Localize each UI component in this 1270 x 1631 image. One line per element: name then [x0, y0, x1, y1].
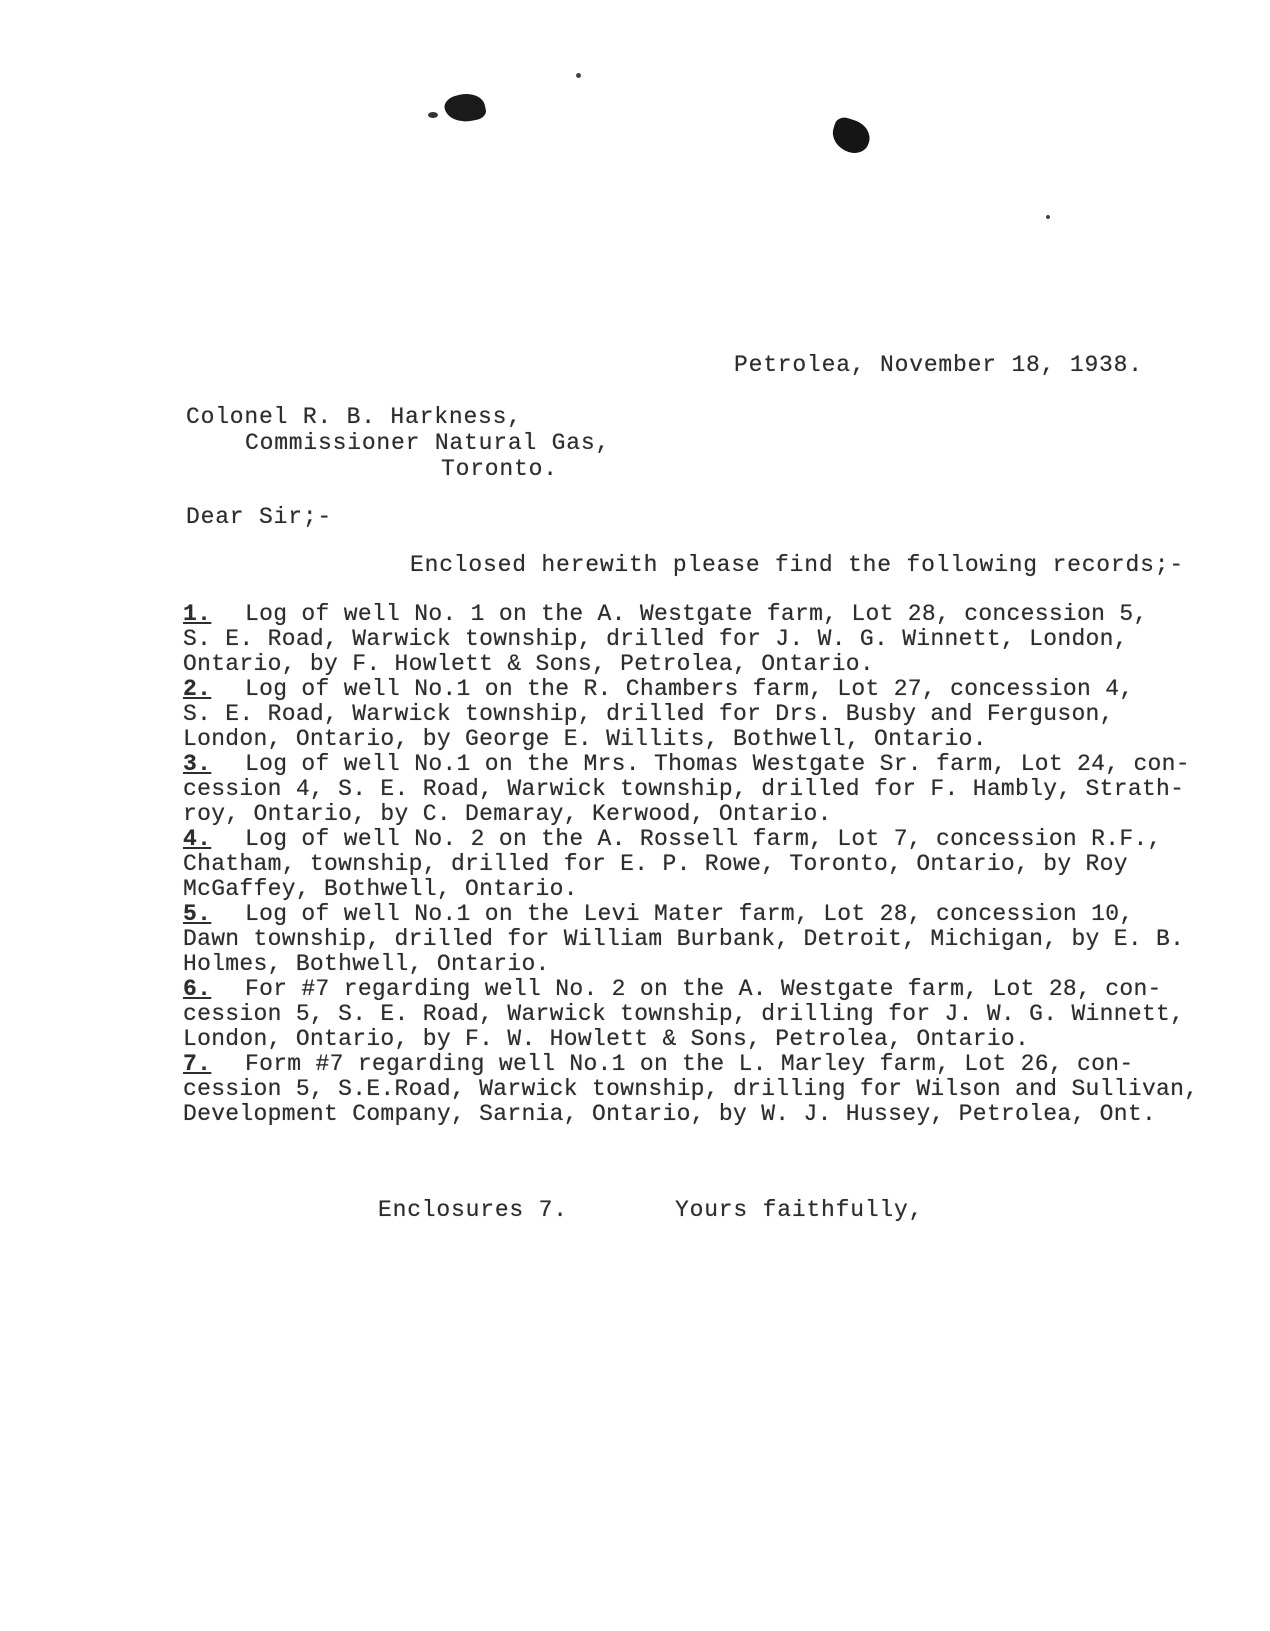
ink-speck [1046, 215, 1050, 219]
salutation: Dear Sir;- [186, 504, 333, 530]
record-line: Dawn township, drilled for William Burbank, Detroit, Michigan, by E. B. [183, 926, 1185, 952]
record-line: Log of well No. 1 on the A. Westgate farm, Lot 28, concession 5, [245, 601, 1148, 627]
record-line: Log of well No.1 on the Levi Mater farm, Lot 28, concession 10, [245, 901, 1134, 927]
record-line: S. E. Road, Warwick township, drilled for Drs. Busby and Ferguson, [183, 701, 1114, 727]
recipient-name: Colonel R. B. Harkness, [186, 404, 522, 430]
record-line: Log of well No.1 on the R. Chambers farm, Lot 27, concession 4, [245, 676, 1134, 702]
record-number: 3. [183, 751, 212, 777]
record-line: Log of well No.1 on the Mrs. Thomas Westgate Sr. farm, Lot 24, con- [245, 751, 1190, 777]
record-line: McGaffey, Bothwell, Ontario. [183, 876, 578, 902]
record-line: cession 5, S. E. Road, Warwick township, drilling for J. W. G. Winnett, [183, 1001, 1185, 1027]
record-number: 2. [183, 676, 212, 702]
letter-date: Petrolea, November 18, 1938. [734, 352, 1143, 378]
record-item [183, 827, 1258, 902]
record-number: 7. [183, 1051, 212, 1077]
record-line: Form #7 regarding well No.1 on the L. Marley farm, Lot 26, con- [245, 1051, 1134, 1077]
record-number: 4. [183, 826, 212, 852]
record-line: cession 4, S. E. Road, Warwick township, drilled for F. Hambly, Strath- [183, 776, 1185, 802]
record-item [183, 602, 1258, 677]
record-item [183, 977, 1258, 1052]
record-line: London, Ontario, by F. W. Howlett & Sons, Petrolea, Ontario. [183, 1026, 1030, 1052]
record-line: cession 5, S.E.Road, Warwick township, drilling for Wilson and Sullivan, [183, 1076, 1199, 1102]
record-line: S. E. Road, Warwick township, drilled for J. W. G. Winnett, London, [183, 626, 1128, 652]
ink-speck [576, 73, 581, 78]
record-line: Ontario, by F. Howlett & Sons, Petrolea, Ontario. [183, 651, 875, 677]
record-line: Development Company, Sarnia, Ontario, by W. J. Hussey, Petrolea, Ont. [183, 1101, 1157, 1127]
record-item [183, 1052, 1258, 1127]
record-line: Chatham, township, drilled for E. P. Rowe, Toronto, Ontario, by Roy [183, 851, 1128, 877]
record-line: roy, Ontario, by C. Demaray, Kerwood, Ontario. [183, 801, 832, 827]
record-line: Holmes, Bothwell, Ontario. [183, 951, 550, 977]
record-number: 1. [183, 601, 212, 627]
recipient-city: Toronto. [441, 456, 558, 482]
record-line: For #7 regarding well No. 2 on the A. Westgate farm, Lot 28, con- [245, 976, 1162, 1002]
ink-blot [443, 90, 488, 126]
record-item [183, 752, 1258, 827]
record-item [183, 902, 1258, 977]
record-line: London, Ontario, by George E. Willits, Bothwell, Ontario. [183, 726, 987, 752]
ink-speck [428, 112, 438, 118]
closing: Yours faithfully, [675, 1197, 924, 1223]
recipient-title: Commissioner Natural Gas, [245, 430, 611, 456]
ink-blot [828, 115, 874, 157]
record-number: 5. [183, 901, 212, 927]
record-line: Log of well No. 2 on the A. Rossell farm, Lot 7, concession R.F., [245, 826, 1162, 852]
enclosures-note: Enclosures 7. [378, 1197, 568, 1223]
record-number: 6. [183, 976, 212, 1002]
intro-paragraph: Enclosed herewith please find the following records;- [410, 552, 1184, 578]
record-item [183, 677, 1258, 752]
records-list [183, 602, 1258, 1127]
